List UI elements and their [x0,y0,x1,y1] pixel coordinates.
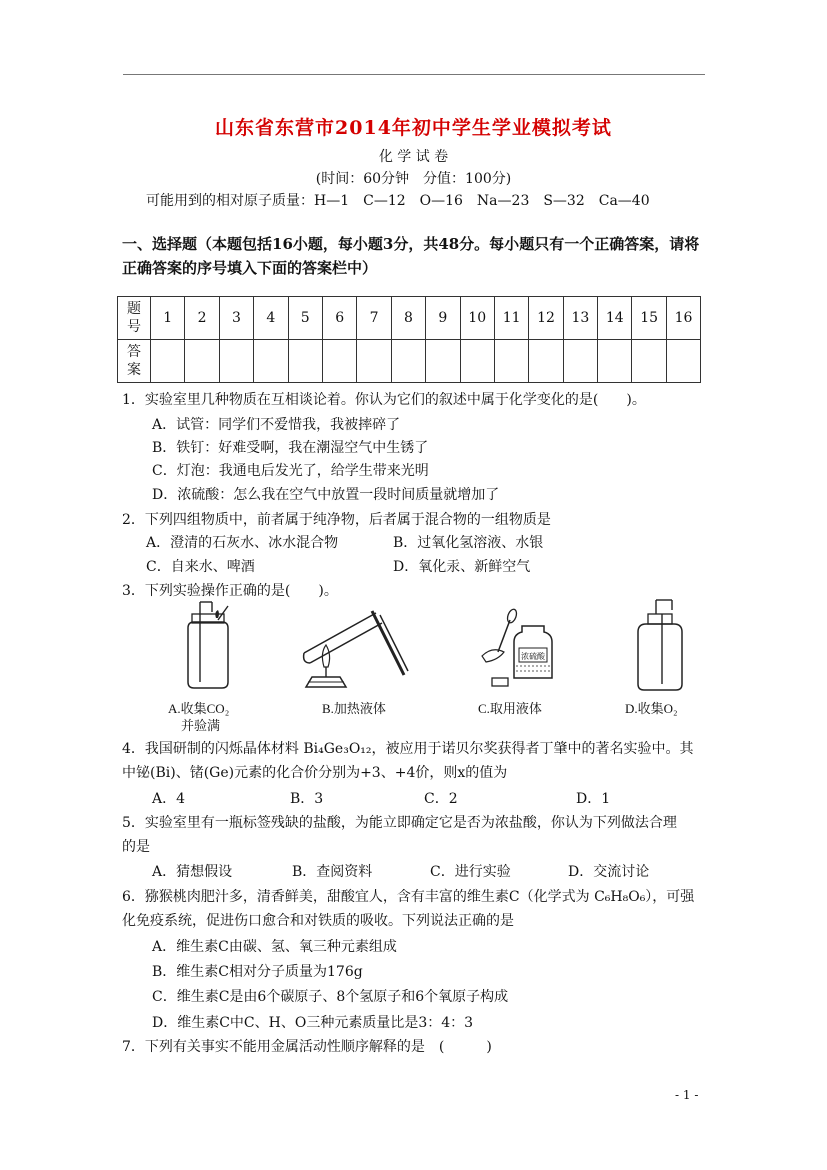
q2-option-c: C．自来水、啤酒 [146,559,255,575]
q5-stem-line2: 的是 [122,839,150,855]
q4-stem-line2: 中铋(Bi)、锗(Ge)元素的化合价分别为+3、+4价，则x的值为 [122,765,508,781]
page-number: - 1 - [675,1088,699,1102]
q1-option-d: D．浓硫酸：怎么我在空气中放置一段时间质量就增加了 [152,487,500,503]
atomic-masses: 可能用到的相对原子质量：H—1 C—12 O—16 Na—23 S—32 Ca—40 [146,193,650,209]
q5-option-a: A．猜想假设 [152,864,233,880]
question-number-cell: 5 [288,297,322,340]
exam-title: 山东省东营市2014年初中学生学业模拟考试 [215,117,612,139]
time-score-info: (时间：60分钟 分值：100分) [315,171,512,187]
figure-a-collect-co2 [178,598,238,693]
q4-option-b: B．3 [290,791,324,807]
q2-option-d: D．氧化汞、新鲜空气 [393,559,531,575]
answer-cell[interactable] [563,340,597,383]
question-number-cell: 8 [391,297,425,340]
answer-cell[interactable] [598,340,632,383]
answer-cell[interactable] [529,340,563,383]
figure-c-caption: C.取用液体 [478,701,542,716]
section-heading [122,232,712,280]
q1-stem: 1．实验室里几种物质在互相谈论着。你认为它们的叙述中属于化学变化的是( )。 [122,392,646,408]
answer-cell[interactable] [219,340,253,383]
header-rule [123,74,705,75]
figure-c-take-liquid [474,606,559,691]
answer-cell[interactable] [322,340,356,383]
question-number-cell: 2 [185,297,219,340]
bottle-label: 浓硫酸 [521,652,545,661]
section-heading-line1: 一、选择题（本题包括16小题，每小题3分，共48分。每小题只有一个正确答案，请将 [122,235,700,253]
q6-option-a: A．维生素C由碳、氢、氧三种元素组成 [152,939,397,955]
q1-option-c: C．灯泡：我通电后发光了，给学生带来光明 [152,463,429,479]
q6-option-b: B．维生素C相对分子质量为176g [152,964,363,980]
question-number-cell: 10 [460,297,494,340]
answer-cell[interactable] [494,340,528,383]
question-number-cell: 9 [426,297,460,340]
q4-option-c: C．2 [424,791,458,807]
q6-option-d: D．维生素C中C、H、O三种元素质量比是3：4：3 [152,1015,474,1031]
answer-cell[interactable] [632,340,666,383]
q2-option-b: B．过氧化氢溶液、水银 [393,535,544,551]
figure-b-heat-liquid [296,605,411,695]
figure-d-collect-o2 [630,596,690,694]
q5-stem-line1: 5．实验室里有一瓶标签残缺的盐酸，为能立即确定它是否为浓盐酸，你认为下列做法合理 [122,815,677,831]
question-number-cell: 4 [254,297,288,340]
answer-table [117,296,701,383]
answer-cell[interactable] [391,340,425,383]
answer-cell[interactable] [426,340,460,383]
question-number-cell: 3 [219,297,253,340]
q4-stem-line1: 4．我国研制的闪烁晶体材料 Bi₄Ge₃O₁₂，被应用于诺贝尔奖获得者丁肇中的著名实验中。其 [122,741,694,757]
q2-option-a: A．澄清的石灰水、冰水混合物 [146,535,339,551]
question-number-cell: 15 [632,297,666,340]
figure-d-caption: D.收集O₂ [625,701,678,716]
question-number-cell: 14 [598,297,632,340]
answer-cell[interactable] [288,340,322,383]
q7-stem: 7．下列有关事实不能用金属活动性顺序解释的是 ( ) [122,1039,492,1055]
q4-option-a: A．4 [152,791,186,807]
figure-a-caption-line2: 并验满 [181,718,221,733]
answer-cell[interactable] [151,340,185,383]
q5-option-d: D．交流讨论 [568,864,650,880]
question-number-cell: 13 [563,297,597,340]
q6-option-c: C．维生素C是由6个碳原子、8个氢原子和6个氧原子构成 [152,989,509,1005]
answer-cell[interactable] [460,340,494,383]
table-header-answer: 答 案 [118,340,151,383]
q4-option-d: D．1 [576,791,611,807]
answer-cell[interactable] [185,340,219,383]
answer-table-number-row [118,297,701,340]
subject-label: 化 学 试 卷 [378,149,449,165]
q1-option-b: B．铁钉：好难受啊，我在潮湿空气中生锈了 [152,440,429,456]
q6-stem-line2: 化免疫系统，促进伤口愈合和对铁质的吸收。下列说法正确的是 [122,913,514,929]
figure-a-caption: A.收集CO₂ [168,701,230,716]
q1-option-a: A．试管：同学们不爱惜我，我被摔碎了 [152,417,401,433]
section-heading-line2: 正确答案的序号填入下面的答案栏中） [122,259,378,277]
q2-stem: 2．下列四组物质中，前者属于纯净物，后者属于混合物的一组物质是 [122,512,551,528]
q5-option-b: B．查阅资料 [292,864,373,880]
answer-table-answer-row [118,340,701,383]
q6-stem-line1: 6．猕猴桃肉肥汁多，清香鲜美，甜酸宜人，含有丰富的维生素C（化学式为 C₆H₈O₆），可强 [122,889,695,905]
question-number-cell: 16 [666,297,700,340]
figure-b-caption: B.加热液体 [322,701,386,716]
question-number-cell: 12 [529,297,563,340]
question-number-cell: 1 [151,297,185,340]
answer-cell[interactable] [254,340,288,383]
answer-cell[interactable] [357,340,391,383]
table-header-question-number: 题 号 [118,297,151,340]
question-number-cell: 7 [357,297,391,340]
question-number-cell: 11 [494,297,528,340]
answer-cell[interactable] [666,340,700,383]
q5-option-c: C．进行实验 [430,864,511,880]
question-number-cell: 6 [322,297,356,340]
q3-stem: 3．下列实验操作正确的是( )。 [122,583,338,599]
